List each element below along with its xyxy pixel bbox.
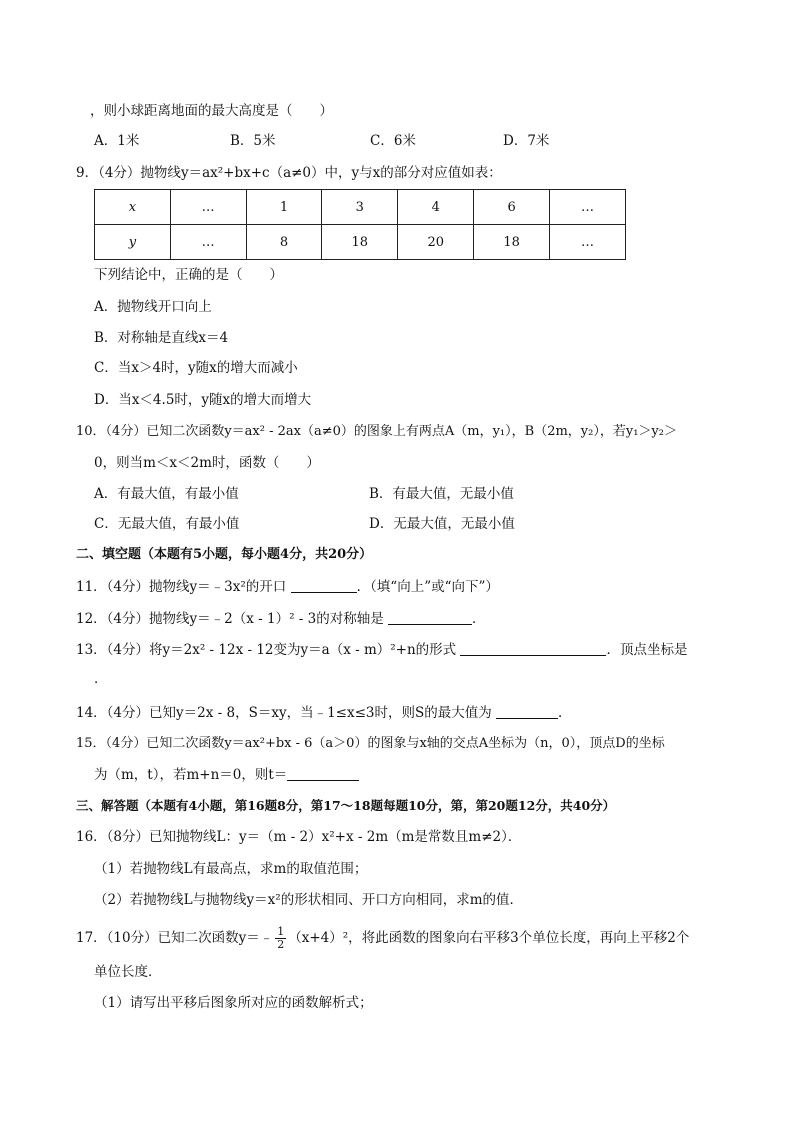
table-cell: 18 [474,225,550,260]
table-cell: … [550,190,626,225]
q14-text-end: ． [558,705,572,721]
q17-text-b: （x+4）²，将此函数的图象向右平移3个单位长度，再向上平移2个 [288,930,690,946]
q13-answer-blank-1[interactable] [460,641,606,656]
table-cell: 18 [322,225,398,260]
table-cell: 20 [398,225,474,260]
table-cell: … [170,225,246,260]
q17-line-2: 单位长度． [94,964,162,980]
q14-line [76,703,572,723]
q8-option-c: C．6米 [370,133,416,149]
q9-function: y＝ax²+bx+c（a≠0） [180,165,325,181]
q9-prefix: 9．（4分）抛物线 [76,165,181,181]
table-cell: … [170,190,246,225]
table-cell: 4 [398,190,474,225]
q10-line-1: 10．（4分）已知二次函数y＝ax² - 2ax（a≠0）的图象上有两点A（m，y₁），B（2m，y₂），若y₁＞y₂＞ [76,424,677,439]
q10-option-d: D．无最大值，无最小值 [369,516,515,532]
q17-line-1 [76,925,689,951]
q12-line [76,609,486,629]
q8-option-d: D．7米 [503,133,550,149]
q17-sub-1: （1）请写出平移后图象所对应的函数解析式； [94,995,373,1011]
table-row [95,190,626,225]
q15-answer-blank[interactable] [287,766,359,781]
q15-line-2 [94,765,359,785]
q13-line-2 [94,669,108,689]
q11-answer-blank[interactable] [291,578,357,593]
q16-sub-1: （1）若抛物线L有最高点，求m的取值范围； [94,861,368,877]
q14-answer-blank[interactable] [496,704,558,719]
fraction-numerator: 1 [277,925,285,938]
q9-option-b: B．对称轴是直线x＝4 [94,330,229,346]
q10-option-b: B．有最大值，无最小值 [369,486,514,502]
q12-answer-blank[interactable] [388,610,472,625]
table-x-header: x [95,190,171,225]
q15-text: 为（m，t），若m+n＝0，则t＝ [94,767,288,783]
q8-option-b: B．5米 [230,133,276,149]
section-2-heading: 二、填空题（本题有5小题，每小题4分，共20分） [76,547,373,562]
q12-text: 12．（4分）抛物线y＝﹣2（x - 1）² - 3的对称轴是 [76,611,384,627]
q11-text-end: ．（填“向上”或“向下”） [356,579,499,595]
fraction-denominator: 2 [277,938,285,951]
q9-stem-line [76,163,502,183]
table-cell: 6 [474,190,550,225]
q9-option-d: D．当x＜4.5时，y随x的增大而增大 [94,392,312,408]
q8-option-a: A．1米 [94,133,140,149]
q16-line-1: 16．（8分）已知抛物线L：y＝（m - 2）x²+x - 2m（m是常数且m≠2）． [76,829,522,845]
q13-text: 13．（4分）将y＝2x² - 12x - 12变为y＝a（x - m）²+n的形式 [76,642,457,658]
q15-line-1: 15．（4分）已知二次函数y＝ax²+bx - 6（a＞0）的图象与x轴的交点A坐标为（n，0），顶点D的坐标 [76,736,665,751]
q17-text-a: 17．（10分）已知二次函数y＝﹣ [76,930,274,946]
q13-text-end: ． [94,671,108,687]
q9-option-a: A．抛物线开口向上 [94,299,212,315]
q9-suffix: 中，y与x的部分对应值如表： [324,165,502,181]
q11-text: 11．（4分）抛物线y＝﹣3x²的开口 [76,579,287,595]
fraction-half [275,926,286,951]
q11-line [76,577,499,597]
q9-value-table [94,189,626,260]
table-y-header: y [95,225,171,260]
table-row [95,225,626,260]
q10-option-a: A．有最大值，有最小值 [94,486,239,502]
q12-text-end: ． [472,611,486,627]
q14-text: 14．（4分）已知y＝2x - 8，S＝xy，当﹣1≤x≤3时，则S的最大值为 [76,705,492,721]
q13-text-mid: ．顶点坐标是 [606,642,688,658]
q10-line-2: 0，则当m＜x＜2m时，函数（ ） [94,455,320,471]
table-cell: 3 [322,190,398,225]
table-cell: … [550,225,626,260]
q16-sub-2: （2）若抛物线L与抛物线y＝x²的形状相同、开口方向相同，求m的值． [94,892,524,908]
q13-line [76,640,687,660]
table-cell: 1 [246,190,322,225]
q9-question: 下列结论中，正确的是（ ） [94,267,283,283]
q8-tail-text: ，则小球距离地面的最大高度是（ ） [90,103,333,119]
section-3-heading: 三、解答题（本题有4小题，第16题8分，第17～18题每题10分，第，第20题12分，共40分） [76,798,616,813]
q10-option-c: C．无最大值，有最小值 [94,516,240,532]
table-cell: 8 [246,225,322,260]
q9-option-c: C．当x＞4时，y随x的增大而减小 [94,360,298,376]
